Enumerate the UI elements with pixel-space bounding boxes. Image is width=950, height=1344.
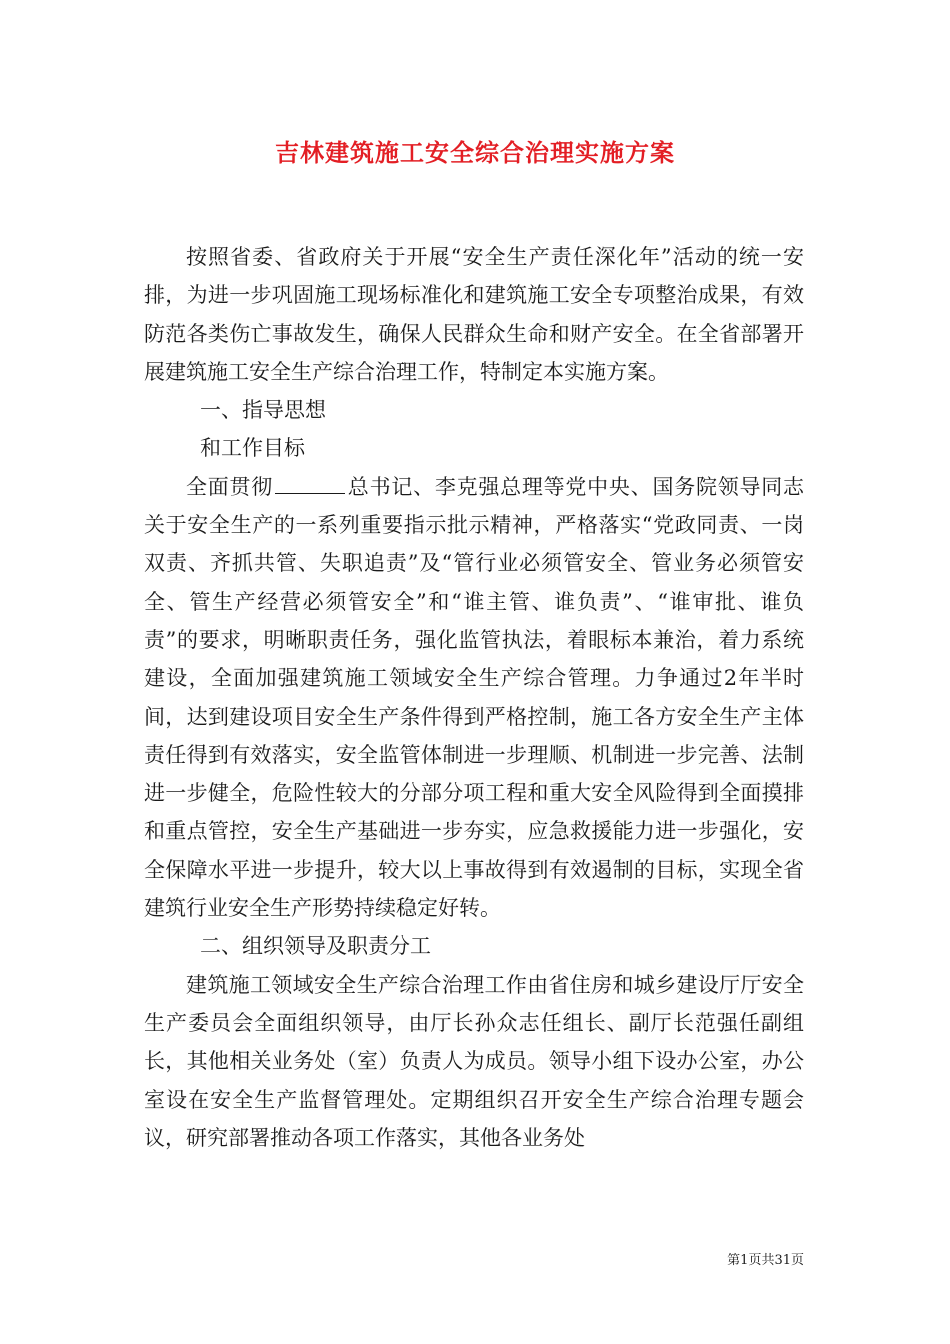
section1-lead: 全面贯彻 (186, 474, 274, 499)
section1-heading-b: 和工作目标 (200, 436, 305, 461)
section1-heading-a: 一、指导思想 (200, 398, 326, 423)
section1-paragraph (144, 468, 804, 928)
section2-paragraph: 建筑施工领域安全生产综合治理工作由省住房和城乡建设厅厅安全生产委员会全面组织领导，由厅长孙众志任组长、副厅长范强任副组长，其他相关业务处（室）负责人为成员。领导小组下设办公室，办公室设在安全生产监督管理处。定期组织召开安全生产综合治理专题会议，研究部署推动各项工作落实，其他各业务处 (144, 972, 804, 1150)
section2-heading: 二、组织领导及职责分工 (200, 934, 431, 959)
page-number: 第1页共31页 (727, 1253, 804, 1268)
section1-body: 总书记、李克强总理等党中央、国务院领导同志关于安全生产的一系列重要指示批示精神，严格落实“党政同责、一岗双责、齐抓共管、失职追责”及“管行业必须管安全、管业务必须管安全、管生产经营必须管安全”和“谁主管、谁负责”、“谁审批、谁负责”的要求，明晰职责任务，强化监管执法，着眼标本兼治，着力系统建设，全面加强建筑施工领域安全生产综合管理。力争通过2年半时间，达到建设项目安全生产条件得到严格控制，施工各方安全生产主体责任得到有效落实，安全监管体制进一步理顺、机制进一步完善、法制进一步健全，危险性较大的分部分项工程和重大安全风险得到全面摸排和重点管控，安全生产基础进一步夯实，应急救援能力进一步强化，安全保障水平进一步提升，较大以上事故得到有效遏制的目标，实现全省建筑行业安全生产形势持续稳定好转。 (144, 474, 805, 921)
document-body (144, 238, 804, 1157)
intro-paragraph: 按照省委、省政府关于开展“安全生产责任深化年”活动的统一安排，为进一步巩固施工现场标准化和建筑施工安全专项整治成果，有效防范各类伤亡事故发生，确保人民群众生命和财产安全。在全省部署开展建筑施工安全生产综合治理工作，特制定本实施方案。 (144, 245, 804, 384)
document-title: 吉林建筑施工安全综合治理实施方案 (275, 139, 675, 167)
redacted-blank (275, 492, 345, 494)
